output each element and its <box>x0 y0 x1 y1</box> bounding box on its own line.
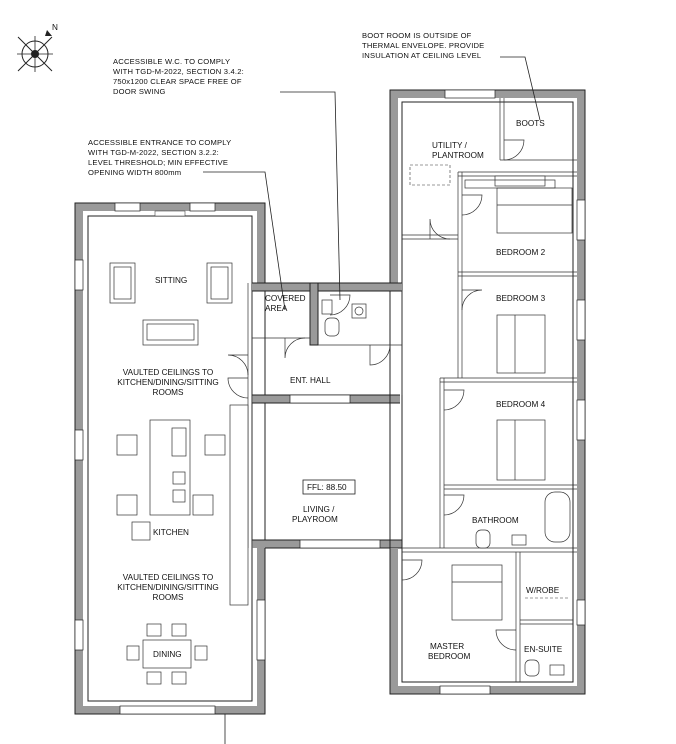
room-covered-area: COVERED <box>265 294 306 303</box>
north-label: N <box>52 23 58 32</box>
room-living: PLAYROOM <box>292 515 338 524</box>
room-kitchen: KITCHEN <box>153 528 189 537</box>
furniture <box>110 165 572 684</box>
room-master: BEDROOM <box>428 652 471 661</box>
note-line: WITH TGD-M-2022, SECTION 3.4.2: <box>113 67 244 76</box>
north-arrow-icon <box>17 23 58 72</box>
room-wrobe: W/ROBE <box>526 586 560 595</box>
note-line: BOOT ROOM IS OUTSIDE OF <box>362 31 472 40</box>
room-vaulted-note-2: KITCHEN/DINING/SITTING <box>117 583 219 592</box>
room-bedroom-4: BEDROOM 4 <box>496 400 546 409</box>
room-vaulted-note-1: KITCHEN/DINING/SITTING <box>117 378 219 387</box>
accessible-entrance-note <box>88 138 231 177</box>
room-dining: DINING <box>153 650 182 659</box>
room-utility: UTILITY / <box>432 141 467 150</box>
note-line: DOOR SWING <box>113 87 166 96</box>
room-ensuite: EN-SUITE <box>524 645 563 654</box>
note-line: LEVEL THRESHOLD; MIN EFFECTIVE <box>88 158 229 167</box>
note-line: THERMAL ENVELOPE. PROVIDE <box>362 41 485 50</box>
room-bedroom-3: BEDROOM 3 <box>496 294 546 303</box>
note-line: OPENING WIDTH 800mm <box>88 168 182 177</box>
room-sitting: SITTING <box>155 276 188 285</box>
room-ent-hall: ENT. HALL <box>290 376 331 385</box>
room-master: MASTER <box>430 642 465 651</box>
room-bedroom-2: BEDROOM 2 <box>496 248 546 257</box>
room-utility: PLANTROOM <box>432 151 484 160</box>
note-line: 750x1200 CLEAR SPACE FREE OF <box>113 77 242 86</box>
room-covered-area: AREA <box>265 304 288 313</box>
room-bathroom: BATHROOM <box>472 516 519 525</box>
note-line: WITH TGD-M-2022, SECTION 3.2.2: <box>88 148 219 157</box>
note-line: ACCESSIBLE ENTRANCE TO COMPLY <box>88 138 232 147</box>
ffl-level: FFL: 88.50 <box>307 483 347 492</box>
note-line: INSULATION AT CEILING LEVEL <box>362 51 482 60</box>
note-line: ACCESSIBLE W.C. TO COMPLY <box>113 57 231 66</box>
room-vaulted-note-2: VAULTED CEILINGS TO <box>122 573 214 582</box>
boot-room-note <box>362 31 484 60</box>
room-vaulted-note-1: ROOMS <box>152 388 184 397</box>
room-vaulted-note-2: ROOMS <box>152 593 184 602</box>
room-living: LIVING / <box>303 505 335 514</box>
room-boots: BOOTS <box>516 119 545 128</box>
accessible-wc-note <box>113 57 244 96</box>
room-vaulted-note-1: VAULTED CEILINGS TO <box>122 368 214 377</box>
